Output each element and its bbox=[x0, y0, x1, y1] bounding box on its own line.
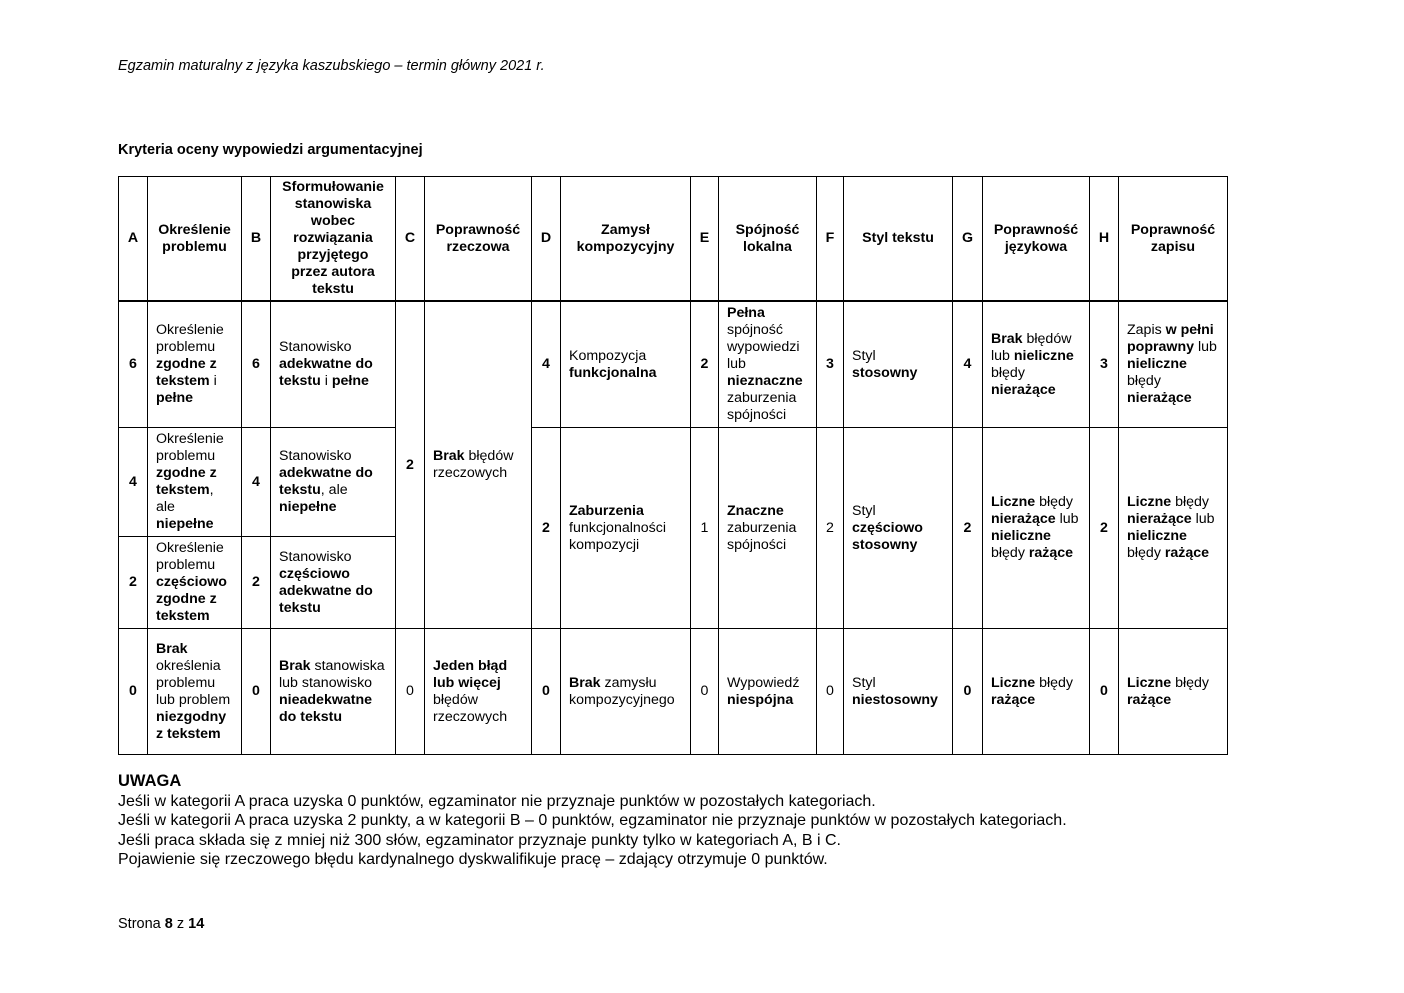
criterion-cell bbox=[844, 301, 953, 428]
col-letter: B bbox=[242, 177, 271, 302]
plain-text: błędy bbox=[1171, 494, 1210, 510]
emphasis-text: adekwatne do tekstu bbox=[279, 356, 373, 389]
plain-text: lub bbox=[1191, 511, 1215, 527]
criterion-cell bbox=[271, 629, 396, 755]
emphasis-text: niepełne bbox=[279, 499, 337, 515]
col-title: Sformułowanie stanowiska wobec rozwiązania przyjętego przez autora tekstu bbox=[271, 177, 396, 302]
emphasis-text: pełne bbox=[331, 373, 369, 389]
emphasis-text: nieznaczne bbox=[727, 373, 803, 389]
plain-text: zaburzenia spójności bbox=[727, 390, 797, 423]
points-cell: 4 bbox=[532, 301, 561, 428]
points-cell: 4 bbox=[242, 428, 271, 537]
plain-text: błędów rzeczowych bbox=[433, 448, 514, 481]
emphasis-text: Brak bbox=[156, 640, 188, 657]
note-line: Jeśli w kategorii A praca uzyska 0 punktów, egzaminator nie przyznaje punktów w pozostałych kategoriach. bbox=[118, 792, 876, 810]
plain-text: błędy bbox=[991, 364, 1025, 381]
emphasis-text: rażące bbox=[1127, 691, 1172, 708]
emphasis-text: Zaburzenia bbox=[569, 502, 644, 519]
page-footer bbox=[118, 916, 204, 932]
table-row bbox=[119, 629, 1228, 755]
section-title: Kryteria oceny wypowiedzi argumentacyjnej bbox=[118, 142, 423, 158]
emphasis-text: z tekstem bbox=[156, 591, 217, 624]
points-cell: 0 bbox=[532, 629, 561, 755]
emphasis-text: z tekstem bbox=[156, 725, 221, 742]
plain-text: Określenie problemu bbox=[156, 540, 224, 573]
emphasis-text: nierażące bbox=[991, 511, 1056, 527]
points-cell: 0 bbox=[119, 629, 148, 755]
plain-text: lub bbox=[1194, 339, 1217, 355]
plain-text: błędów lub bbox=[991, 330, 1072, 364]
emphasis-text: zgodne bbox=[156, 356, 206, 372]
criterion-cell bbox=[1119, 301, 1228, 428]
emphasis-text: Jeden błąd lub więcej bbox=[433, 657, 508, 691]
plain-text: Kompozycja bbox=[569, 347, 647, 364]
criterion-cell bbox=[561, 428, 691, 629]
emphasis-text: w pełni poprawny bbox=[1127, 322, 1214, 355]
plain-text: błędy bbox=[1171, 674, 1210, 691]
points-cell: 2 bbox=[119, 537, 148, 629]
points-cell: 0 bbox=[691, 629, 719, 755]
points-cell: 1 bbox=[691, 428, 719, 629]
footer-separator: z bbox=[172, 916, 189, 932]
emphasis-text: funkcjonalna bbox=[569, 364, 657, 381]
emphasis-text: Brak bbox=[279, 657, 311, 674]
emphasis-text: z tekstem bbox=[156, 356, 217, 389]
col-letter: G bbox=[953, 177, 983, 302]
emphasis-text: adekwatne do tekstu bbox=[279, 465, 373, 498]
col-letter: A bbox=[119, 177, 148, 302]
points-cell: 2 bbox=[817, 428, 844, 629]
emphasis-text: nieliczne bbox=[1127, 356, 1187, 372]
plain-text: Stanowisko bbox=[279, 448, 352, 464]
emphasis-text: nieadekwatne do tekstu bbox=[279, 691, 373, 725]
emphasis-text: rażące bbox=[1028, 545, 1074, 561]
plain-text: spójność wypowiedzi lub bbox=[727, 322, 800, 372]
header-row bbox=[119, 177, 1228, 302]
points-cell: 6 bbox=[119, 301, 148, 428]
col-title: Poprawność zapisu bbox=[1119, 177, 1228, 302]
emphasis-text: z tekstem bbox=[156, 465, 217, 498]
plain-text: błędów rzeczowych bbox=[433, 691, 508, 725]
criterion-cell bbox=[271, 428, 396, 537]
criterion-cell bbox=[148, 301, 242, 428]
emphasis-text: Znaczne bbox=[727, 502, 784, 519]
criteria-table bbox=[118, 176, 1228, 755]
emphasis-text: nierażące bbox=[1127, 511, 1192, 527]
plain-text: Styl bbox=[852, 502, 876, 519]
emphasis-text: Liczne bbox=[1127, 674, 1172, 691]
plain-text: zaburzenia spójności bbox=[727, 519, 797, 553]
emphasis-text: rażące bbox=[991, 691, 1036, 708]
col-title: Określenie problemu bbox=[148, 177, 242, 302]
plain-text: Stanowisko bbox=[279, 339, 352, 355]
criterion-cell bbox=[148, 537, 242, 629]
table-row bbox=[119, 428, 1228, 537]
note-line: Jeśli praca składa się z mniej niż 300 słów, egzaminator przyznaje punkty tylko w kategoriach A, B i C. bbox=[118, 831, 841, 849]
points-cell: 4 bbox=[953, 301, 983, 428]
col-title: Spójność lokalna bbox=[719, 177, 817, 302]
emphasis-text: niespójna bbox=[727, 691, 794, 708]
criterion-cell bbox=[148, 428, 242, 537]
plain-text: , ale bbox=[156, 482, 214, 515]
emphasis-text: nieliczne bbox=[1127, 528, 1187, 544]
col-letter: C bbox=[396, 177, 425, 302]
points-cell: 0 bbox=[242, 629, 271, 755]
col-title: Styl tekstu bbox=[844, 177, 953, 302]
page-number: 8 bbox=[164, 916, 173, 932]
criterion-cell bbox=[425, 301, 532, 629]
plain-text: błędy bbox=[1127, 545, 1165, 561]
criterion-cell bbox=[271, 301, 396, 428]
plain-text: lub bbox=[1055, 511, 1079, 527]
emphasis-text: Brak bbox=[433, 448, 465, 464]
footer-prefix: Strona bbox=[118, 916, 165, 932]
plain-text: i bbox=[320, 373, 332, 389]
note-line: Pojawienie się rzeczowego błędu kardynalnego dyskwalifikuje pracę – zdający otrzymuje 0 punktów. bbox=[118, 851, 828, 868]
plain-text: Wypowiedź bbox=[727, 674, 800, 691]
plain-text: Styl bbox=[852, 347, 876, 364]
emphasis-text: nieliczne bbox=[1013, 347, 1074, 364]
criterion-cell bbox=[561, 629, 691, 755]
criterion-cell bbox=[719, 428, 817, 629]
emphasis-text: niestosowny bbox=[852, 691, 938, 708]
plain-text: funkcjonalności kompozycji bbox=[569, 519, 667, 553]
points-cell: 3 bbox=[817, 301, 844, 428]
criterion-cell bbox=[719, 629, 817, 755]
plain-text: stanowiska lub stanowisko bbox=[279, 657, 385, 691]
plain-text: błędy bbox=[1035, 494, 1074, 510]
emphasis-text: Liczne bbox=[991, 674, 1036, 691]
points-cell: 2 bbox=[1090, 428, 1119, 629]
points-cell: 4 bbox=[119, 428, 148, 537]
running-header: Egzamin maturalny z języka kaszubskiego – termin główny 2021 r. bbox=[118, 58, 545, 74]
emphasis-text: Brak bbox=[991, 330, 1023, 347]
plain-text: błędy bbox=[991, 545, 1029, 561]
emphasis-text: nierażące bbox=[991, 381, 1056, 398]
plain-text: Określenie problemu bbox=[156, 322, 224, 355]
criterion-cell bbox=[425, 629, 532, 755]
col-letter: H bbox=[1090, 177, 1119, 302]
criterion-cell bbox=[844, 428, 953, 629]
criterion-cell bbox=[844, 629, 953, 755]
col-title: Poprawność językowa bbox=[983, 177, 1090, 302]
points-cell: 2 bbox=[396, 301, 425, 629]
page-total: 14 bbox=[188, 916, 205, 932]
points-cell: 3 bbox=[1090, 301, 1119, 428]
emphasis-text: pełne bbox=[156, 390, 194, 406]
criterion-cell bbox=[271, 537, 396, 629]
emphasis-text: częściowo stosowny bbox=[852, 519, 923, 553]
col-title: Poprawność rzeczowa bbox=[425, 177, 532, 302]
plain-text: Styl bbox=[852, 674, 876, 691]
plain-text: określenia problemu lub problem bbox=[156, 657, 231, 708]
col-letter: D bbox=[532, 177, 561, 302]
emphasis-text: rażące bbox=[1164, 545, 1210, 561]
criterion-cell bbox=[1119, 629, 1228, 755]
emphasis-text: Pełna bbox=[727, 305, 765, 321]
plain-text: błędy bbox=[1127, 373, 1161, 389]
criterion-cell bbox=[983, 428, 1090, 629]
points-cell: 0 bbox=[817, 629, 844, 755]
plain-text: Określenie problemu bbox=[156, 431, 224, 464]
points-cell: 0 bbox=[953, 629, 983, 755]
emphasis-text: nieliczne bbox=[991, 528, 1051, 544]
criterion-cell bbox=[1119, 428, 1228, 629]
emphasis-text: częściowo adekwatne do tekstu bbox=[279, 565, 373, 616]
plain-text: , ale bbox=[320, 482, 348, 498]
col-letter: E bbox=[691, 177, 719, 302]
emphasis-text: Brak bbox=[569, 674, 601, 691]
points-cell: 0 bbox=[1090, 629, 1119, 755]
emphasis-text: stosowny bbox=[852, 364, 918, 381]
note-title: UWAGA bbox=[118, 772, 182, 790]
emphasis-text: częściowo zgodne bbox=[156, 574, 227, 607]
plain-text: zamysłu kompozycyjnego bbox=[569, 674, 675, 708]
points-cell: 2 bbox=[691, 301, 719, 428]
points-cell: 0 bbox=[396, 629, 425, 755]
plain-text: Stanowisko bbox=[279, 548, 352, 565]
emphasis-text: niepełne bbox=[156, 516, 214, 532]
plain-text: Zapis bbox=[1127, 322, 1166, 338]
points-cell: 2 bbox=[953, 428, 983, 629]
col-title: Zamysł kompozycyjny bbox=[561, 177, 691, 302]
criterion-cell bbox=[983, 629, 1090, 755]
points-cell: 6 bbox=[242, 301, 271, 428]
emphasis-text: nierażące bbox=[1127, 390, 1192, 406]
emphasis-text: zgodne bbox=[156, 465, 206, 481]
criterion-cell bbox=[148, 629, 242, 755]
emphasis-text: niezgodny bbox=[156, 708, 227, 725]
points-cell: 2 bbox=[532, 428, 561, 629]
col-letter: F bbox=[817, 177, 844, 302]
plain-text: błędy bbox=[1035, 674, 1074, 691]
criterion-cell bbox=[983, 301, 1090, 428]
points-cell: 2 bbox=[242, 537, 271, 629]
note-line: Jeśli w kategorii A praca uzyska 2 punkty, a w kategorii B – 0 punktów, egzaminator nie przyznaje punktów w pozostałych kategoriach. bbox=[118, 812, 1067, 829]
criterion-cell bbox=[561, 301, 691, 428]
emphasis-text: Liczne bbox=[991, 494, 1036, 510]
table-row bbox=[119, 301, 1228, 428]
note-block bbox=[118, 772, 1067, 870]
emphasis-text: Liczne bbox=[1127, 494, 1172, 510]
criterion-cell bbox=[719, 301, 817, 428]
plain-text: i bbox=[209, 373, 217, 389]
